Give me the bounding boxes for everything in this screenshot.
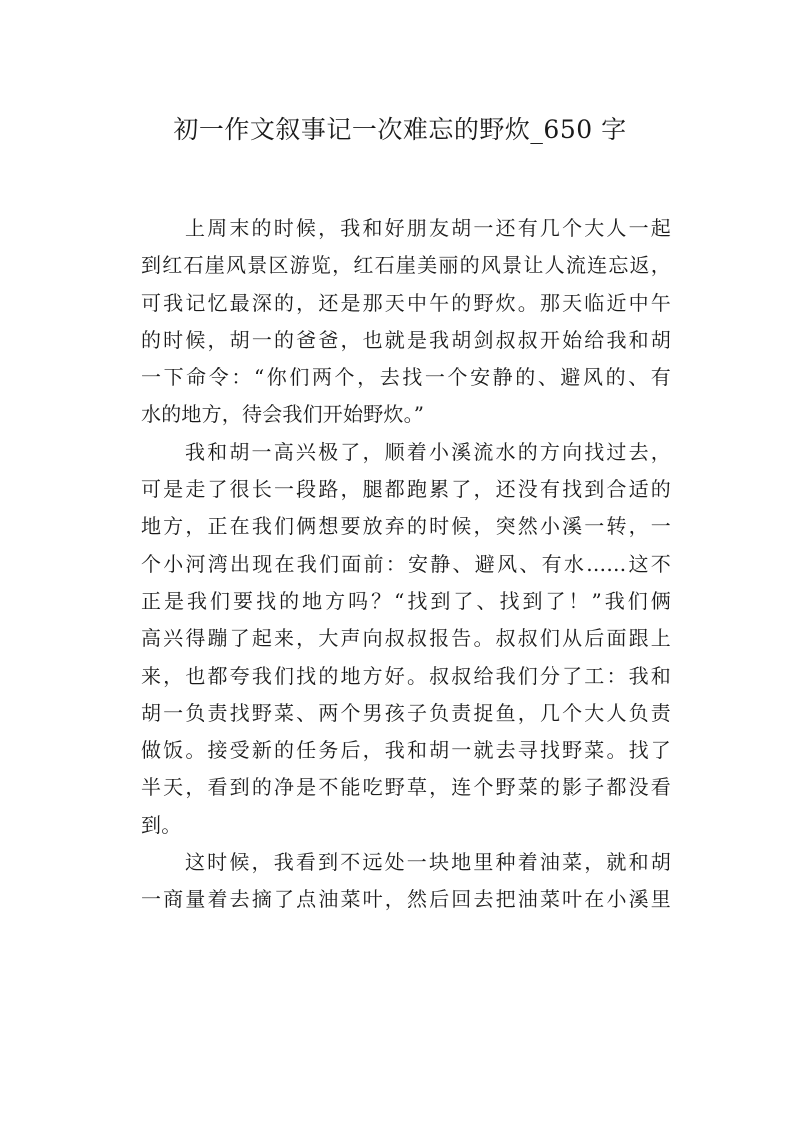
- paragraph-line: 的时候，胡一的爸爸，也就是我胡剑叔叔开始给我和胡: [141, 327, 671, 352]
- paragraph-line: 水的地方，待会我们开始野炊。”: [141, 402, 425, 427]
- paragraph-line: 上周末的时候，我和好朋友胡一还有几个大人一起: [185, 216, 671, 240]
- paragraph-2: [141, 434, 671, 844]
- paragraph-line: 做饭。接受新的任务后，我和胡一就去寻找野菜。找了: [141, 738, 671, 763]
- paragraph-line: 到。: [141, 812, 182, 837]
- paragraph-1: [141, 210, 671, 434]
- paragraph-line: 地方，正在我们俩想要放弃的时候，突然小溪一转，一: [141, 514, 671, 539]
- paragraph-line: 一商量着去摘了点油菜叶，然后回去把油菜叶在小溪里: [141, 887, 671, 912]
- paragraph-line: 个小河湾出现在我们面前：安静、避风、有水……这不: [141, 551, 671, 576]
- paragraph-line: 一下命令：“你们两个，去找一个安静的、避风的、有: [141, 365, 671, 390]
- paragraph-3: [141, 844, 671, 919]
- paragraph-line: 正是我们要找的地方吗？“找到了、找到了！”我们俩: [141, 588, 671, 613]
- paragraph-line: 可是走了很长一段路，腿都跑累了，还没有找到合适的: [141, 477, 671, 502]
- document-title: 初一作文叙事记一次难忘的野炊_650 字: [173, 115, 627, 144]
- paragraph-line: 半天，看到的净是不能吃野草，连个野菜的影子都没看: [141, 775, 671, 800]
- paragraph-line: 来，也都夸我们找的地方好。叔叔给我们分了工：我和: [141, 663, 671, 688]
- document-body: [141, 210, 671, 919]
- paragraph-line: 可我记忆最深的，还是那天中午的野炊。那天临近中午: [141, 290, 671, 315]
- paragraph-line: 我和胡一高兴极了，顺着小溪流水的方向找过去，: [185, 439, 671, 464]
- paragraph-line: 高兴得蹦了起来，大声向叔叔报告。叔叔们从后面跟上: [141, 626, 671, 651]
- paragraph-line: 胡一负责找野菜、两个男孩子负责捉鱼，几个大人负责: [141, 700, 671, 725]
- paragraph-line: 到红石崖风景区游览，红石崖美丽的风景让人流连忘返，: [141, 253, 671, 278]
- paragraph-line: 这时候，我看到不远处一块地里种着油菜，就和胡: [185, 850, 671, 875]
